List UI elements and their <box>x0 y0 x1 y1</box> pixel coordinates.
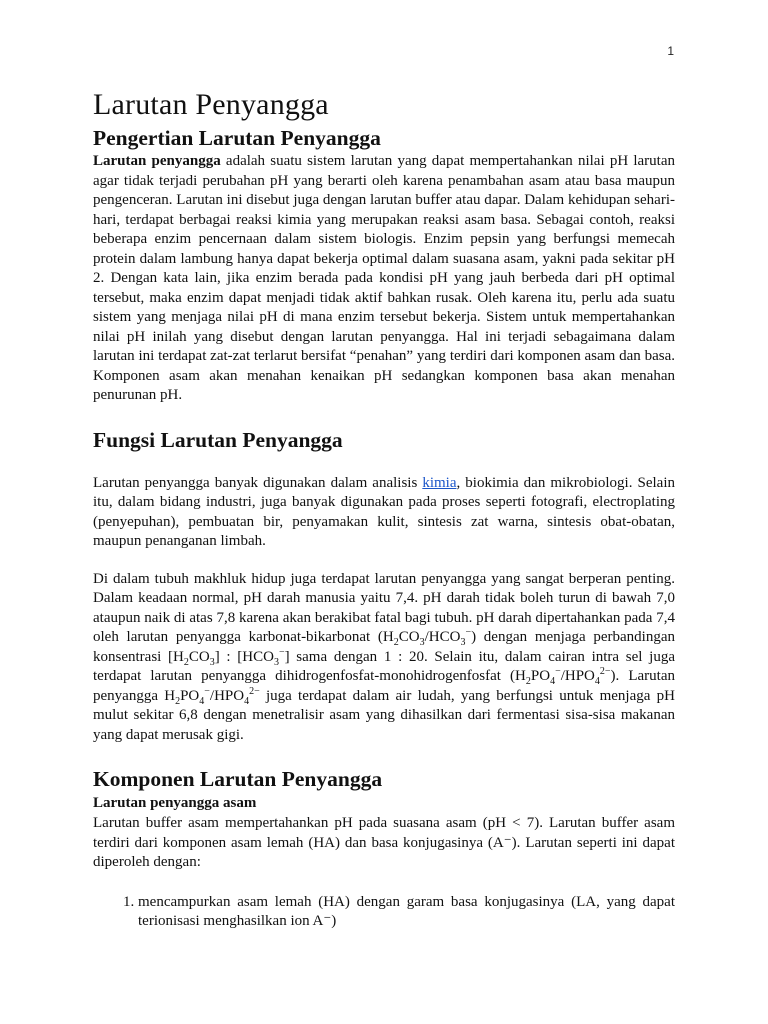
method-list <box>93 893 675 932</box>
subheading-penyangga-asam: Larutan penyangga asam <box>93 795 257 811</box>
document-body <box>93 86 675 932</box>
heading-komponen: Komponen Larutan Penyangga <box>93 767 383 791</box>
document-title: Larutan Penyangga <box>93 88 329 121</box>
paragraph-fungsi-2-e: juga terdapat dalam air ludah, yang berfungsi untuk menjaga pH mulut sekitar 6,8 dengan menetralisir asam yang dihasilkan dari fermentasi sisa-sisa makanan yang dapat merusak gigi. <box>93 687 675 743</box>
heading-fungsi: Fungsi Larutan Penyangga <box>93 427 343 452</box>
paragraph-fungsi-1-pre: Larutan penyangga banyak digunakan dalam analisis <box>93 474 423 491</box>
formula-phosphate: $H_2PO_4^-/HPO_4^{2-}$ <box>515 666 611 687</box>
kimia-link[interactable]: kimia <box>422 474 457 491</box>
paragraph-fungsi-2-c: sama dengan 1 : 20. Selain itu, dalam cairan intra sel juga terdapat larutan penyangga dihidrogenfosfat-monohidrogenfosfat ( <box>93 648 675 684</box>
formula-ratio: $[H_2CO_3]$ : $[HCO_3^-]$ <box>168 646 290 668</box>
formula-phosphate-2: $H_2PO_4^-/HPO_4^{2-}$ <box>164 685 260 707</box>
paragraph-fungsi-2 <box>93 570 675 746</box>
paragraph-komponen: Larutan buffer asam mempertahankan pH pada suasana asam (pH < 7). Larutan buffer asam terdiri dari komponen asam lemah (HA) dan basa konjugasinya (A⁻). Larutan seperti ini dapat diperoleh dengan: <box>93 815 675 870</box>
paragraph-pengertian-text: adalah suatu sistem larutan yang dapat mempertahankan nilai pH larutan agar tidak terjadi perubahan pH yang berarti oleh karena penambahan asam atau basa maupun pengenceran. Larutan ini disebut juga dengan larutan buffer atau dapar. Dalam kehidupan sehari-hari, terdapat berbagai reaksi kimia yang merupakan reaksi asam basa. Sebagai contoh, reaksi beberapa enzim pencernaan dalam sistem biologis. Enzim pepsin yang berfungsi memecah protein dalam lambung hanya dapat bekerja optimal dalam suasana asam, yakni pada sekitar pH 2. Dengan kata lain, jika enzim berada pada kondisi pH yang jauh berbeda dari pH optimal tersebut, maka enzim dapat menjadi tidak aktif bahkan rusak. Oleh karena itu, perlu ada suatu sistem yang menjaga nilai pH di mana enzim tersebut bekerja. Sistem untuk mempertahankan nilai pH inilah yang disebut dengan larutan penyangga. Hal ini terjadi sebagaimana dalam larutan ini terdapat zat-zat terlarut bersifat “penahan” yang terdiri dari komponen asam dan basa. Komponen asam akan menahan kenaikan pH sedangkan komponen basa akan menahan penurunan pH. <box>93 153 675 403</box>
page-number: 1 <box>667 44 674 58</box>
term-bold: Larutan penyangga <box>93 153 221 169</box>
paragraph-fungsi-1 <box>93 474 675 552</box>
paragraph-fungsi-2-a: Di dalam tubuh makhluk hidup juga terdapat larutan penyangga yang sangat berperan penting. Dalam keadaan normal, pH darah manusia yaitu 7,4. pH darah tidak boleh turun di bawah 7,0 ataupun naik di atas 7,8 karena akan berakibat fatal bagi tubuh. pH darah dipertahankan pada 7,4 oleh larutan penyangga karbonat-bikarbonat ( <box>93 570 675 645</box>
heading-pengertian: Pengertian Larutan Penyangga <box>93 126 381 150</box>
list-item: 1. mencampurkan asam lemah (HA) dengan garam basa konjugasinya (LA, yang dapat terionisasi menghasilkan ion A⁻) <box>138 893 675 932</box>
paragraph-fungsi-2-b: ) dengan menjaga perbandingan konsentrasi <box>93 629 675 665</box>
formula-carbonate: $H_2CO_3/HCO_3^-$ <box>382 627 472 648</box>
paragraph-fungsi-1-post: , biokimia dan mikrobiologi. Selain itu, dalam bidang industri, juga banyak digunakan pada proses seperti fotografi, electroplating (penyepuhan), pembuatan bir, penyamakan kulit, sintesis zat warna, sintesis obat-obatan, maupun penanganan limbah. <box>93 474 675 549</box>
paragraph-pengertian <box>93 152 675 406</box>
paragraph-fungsi-2-d: ). Larutan penyangga <box>93 668 675 704</box>
